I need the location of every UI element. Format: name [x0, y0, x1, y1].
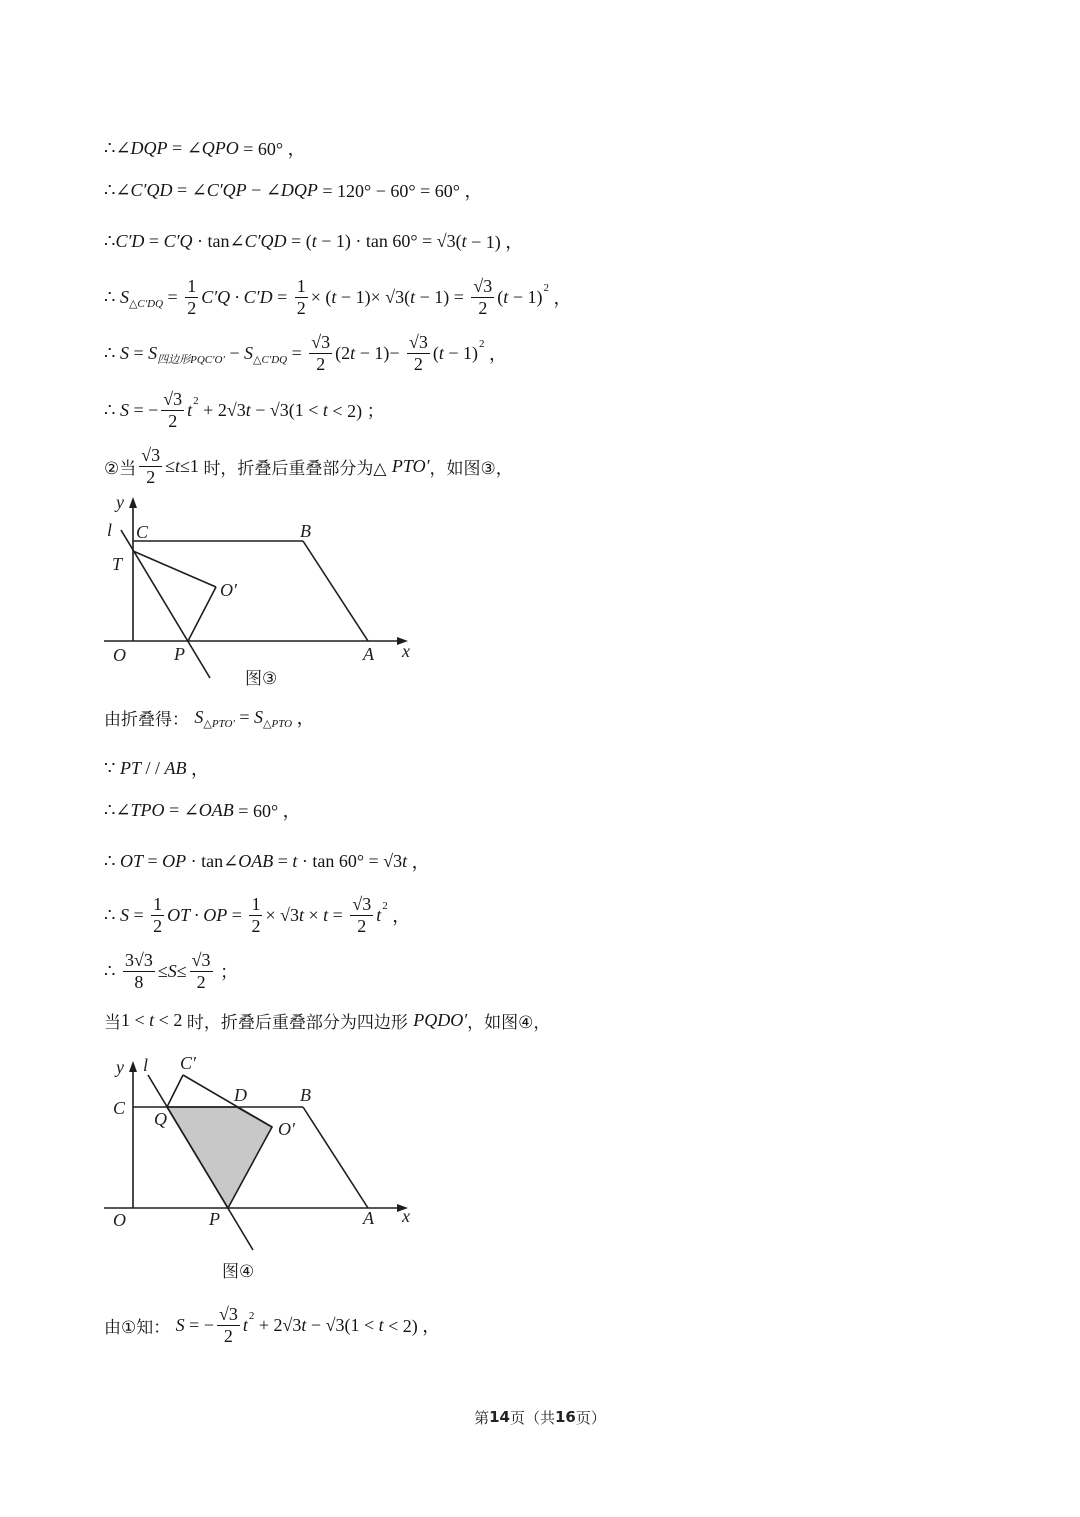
- variable: t: [402, 850, 408, 871]
- math-text: ∴∠: [104, 799, 131, 820]
- math-text: = (: [286, 230, 312, 251]
- numerator: 1: [251, 893, 261, 914]
- variable: t: [149, 1009, 155, 1030]
- solution-line-15: [104, 1295, 440, 1355]
- math-text: = ∠: [172, 179, 207, 200]
- denominator: 2: [296, 297, 306, 318]
- solution-line-12: [104, 885, 410, 945]
- variable: S: [254, 706, 264, 727]
- math-text: + 2√3: [254, 1314, 302, 1335]
- math-text: ∵: [104, 757, 120, 778]
- fraction: [161, 389, 184, 432]
- variable: S: [119, 286, 129, 307]
- variable: QPO: [201, 137, 239, 158]
- solution-line-7: [104, 436, 513, 496]
- numerator: √3: [352, 893, 372, 914]
- superscript: 2: [248, 1310, 255, 1322]
- numerator: √3: [141, 444, 161, 465]
- total-page-number: 16: [555, 1408, 576, 1426]
- solution-line-6: [104, 380, 385, 440]
- variable: OAB: [198, 799, 234, 820]
- label-c: C: [136, 522, 149, 542]
- label-b: B: [300, 1085, 311, 1105]
- math-text: < 2) ，: [383, 1316, 441, 1336]
- math-text: < 2) ；: [327, 401, 385, 421]
- subscript: △C′DQ: [128, 297, 164, 310]
- variable: t: [438, 342, 444, 363]
- math-text: =: [163, 286, 183, 307]
- variable: t: [292, 850, 298, 871]
- variable: DQP: [130, 137, 168, 158]
- math-text: = ∠: [167, 137, 202, 158]
- math-text: − 1)−: [355, 342, 404, 363]
- solution-line-14: [104, 990, 550, 1050]
- math-text: = 120° − 60° = 60° ，: [317, 181, 483, 201]
- variable: PQDO′: [413, 1009, 468, 1030]
- math-text: = 60° ，: [238, 139, 306, 159]
- fraction: [350, 894, 373, 937]
- denominator: 8: [123, 971, 155, 993]
- label-o: O: [113, 1210, 126, 1230]
- solution-line-4: [104, 267, 571, 327]
- variable: S: [148, 342, 158, 363]
- figure-3: [100, 488, 420, 693]
- variable: S: [119, 399, 129, 420]
- variable: OAB: [238, 850, 274, 871]
- denominator: 2: [139, 466, 162, 488]
- math-text: =: [328, 904, 348, 925]
- current-page-number: 14: [489, 1408, 510, 1426]
- variable: t: [376, 904, 382, 925]
- solution-line-11: [104, 831, 430, 891]
- math-text: = −: [128, 399, 159, 420]
- variable: t: [378, 1314, 384, 1335]
- label-o: O: [113, 645, 126, 665]
- fraction: [190, 950, 213, 993]
- segment-ba: [303, 1107, 368, 1208]
- math-text: (2: [335, 342, 351, 363]
- fraction: [185, 276, 198, 319]
- chinese-text: ②当: [104, 458, 137, 479]
- math-text: × √3: [265, 904, 299, 925]
- variable: S: [167, 960, 177, 981]
- math-text: − 1) =: [415, 286, 469, 307]
- math-text: ，: [484, 344, 508, 364]
- math-text: · tan∠: [186, 850, 239, 871]
- math-text: − √3(1 <: [306, 1314, 379, 1335]
- math-text: − 1): [443, 342, 479, 363]
- variable: t: [461, 230, 467, 251]
- math-text: + 2√3: [198, 399, 246, 420]
- math-text: =: [287, 342, 307, 363]
- fraction: [123, 950, 155, 993]
- label-y: y: [116, 1057, 124, 1077]
- math-text: =: [227, 904, 247, 925]
- math-text: − 1): [508, 286, 543, 307]
- variable: t: [322, 399, 328, 420]
- math-text: ，: [292, 708, 315, 728]
- variable: C′Q · C′D: [201, 286, 273, 307]
- variable: t: [301, 1314, 307, 1335]
- label-o-prime: O′: [220, 580, 237, 600]
- math-text: − √3(1 <: [250, 399, 323, 420]
- numerator: √3: [473, 275, 493, 296]
- label-b: B: [300, 521, 311, 541]
- math-text: ≤1: [180, 455, 204, 476]
- numerator: 1: [296, 275, 306, 296]
- variable: OP: [162, 850, 187, 871]
- math-text: ，: [548, 288, 572, 308]
- solution-line-3: [104, 211, 523, 271]
- label-o-prime: O′: [278, 1119, 295, 1139]
- math-text: = −: [184, 1314, 214, 1335]
- superscript: 2: [543, 282, 549, 294]
- denominator: 2: [153, 915, 163, 936]
- variable: t: [503, 286, 509, 307]
- label-p: P: [174, 644, 185, 664]
- fraction: [295, 276, 308, 319]
- variable: PTO′: [391, 455, 430, 476]
- footer-text: 第: [474, 1408, 490, 1427]
- fraction: [407, 332, 430, 375]
- label-d: D: [234, 1085, 247, 1105]
- fraction: [471, 276, 494, 319]
- chinese-text: 当: [104, 1012, 121, 1033]
- numerator: 3√3: [124, 949, 153, 970]
- chinese-text: ，如图③，: [429, 458, 513, 479]
- label-l: l: [143, 1055, 149, 1075]
- math-text: − ∠: [246, 179, 281, 200]
- chinese-text: 时，折叠后重叠部分为四边形: [186, 1012, 414, 1033]
- label-a: A: [363, 1208, 374, 1228]
- variable: t: [298, 904, 304, 925]
- math-text: ∴∠: [104, 179, 131, 200]
- math-text: ×: [304, 904, 324, 925]
- denominator: 2: [251, 915, 261, 936]
- math-text: =: [144, 230, 164, 251]
- math-text: =: [273, 850, 293, 871]
- label-x: x: [402, 641, 410, 661]
- numerator: 1: [187, 275, 197, 296]
- variable: t: [187, 399, 193, 420]
- math-text: ≤: [176, 960, 187, 981]
- math-text: · tan∠: [192, 230, 245, 251]
- label-t: T: [112, 554, 123, 574]
- fraction: [151, 894, 164, 937]
- math-text: −: [224, 342, 245, 363]
- denominator: 2: [161, 410, 184, 432]
- subscript: △PTO′: [203, 717, 235, 730]
- variable: OT · OP: [167, 904, 228, 925]
- label-x: x: [402, 1206, 410, 1226]
- segment-to-prime: [133, 551, 216, 587]
- math-text: ，: [407, 852, 430, 872]
- variable: C′QP: [206, 179, 247, 200]
- label-p: P: [209, 1209, 220, 1229]
- variable: S: [194, 706, 204, 727]
- math-text: ∴: [104, 960, 120, 981]
- math-text: 1 <: [121, 1009, 150, 1030]
- label-y: y: [116, 492, 124, 512]
- math-text: =: [272, 286, 292, 307]
- variable: t: [350, 342, 356, 363]
- variable: t: [323, 904, 329, 925]
- footer-text: 页（共: [509, 1408, 555, 1427]
- variable: t: [311, 230, 317, 251]
- variable: S: [175, 1314, 185, 1335]
- variable: t: [331, 286, 337, 307]
- math-text: =: [128, 342, 149, 363]
- denominator: 2: [350, 915, 373, 937]
- math-text: = 60° ，: [233, 801, 301, 821]
- label-c: C: [113, 1098, 126, 1118]
- math-text: · tan 60° = √3: [297, 850, 403, 871]
- math-text: < 2: [154, 1009, 187, 1030]
- math-text: − 1)× √3(: [336, 286, 411, 307]
- variable: AB: [164, 757, 187, 778]
- variable: PT: [119, 757, 141, 778]
- math-text: =: [234, 706, 255, 727]
- page-footer: [0, 1405, 1080, 1429]
- fraction: [309, 332, 332, 375]
- segment-c-prime-q: [167, 1075, 183, 1107]
- math-text: ≤: [157, 960, 168, 981]
- variable: t: [245, 399, 251, 420]
- label-l: l: [107, 520, 113, 540]
- y-axis-arrow: [129, 497, 137, 508]
- math-text: ；: [215, 962, 239, 982]
- numerator: 1: [153, 893, 163, 914]
- math-text: ∴∠: [104, 137, 131, 158]
- fraction: [249, 894, 262, 937]
- figure-caption: 图③: [245, 669, 278, 689]
- chinese-text: 时，折叠后重叠部分为△: [203, 458, 392, 479]
- variable: S: [119, 342, 129, 363]
- label-c-prime: C′: [180, 1053, 196, 1073]
- math-text: − 1) ，: [466, 232, 524, 252]
- denominator: 2: [217, 1325, 240, 1347]
- subscript: △C′DQ: [253, 353, 288, 366]
- numerator: √3: [408, 331, 428, 352]
- superscript: 2: [193, 395, 199, 407]
- denominator: 2: [471, 297, 494, 319]
- superscript: 2: [382, 900, 388, 912]
- chinese-text: 由①知：: [104, 1317, 176, 1338]
- math-text: ∴: [104, 230, 116, 251]
- numerator: √3: [218, 1303, 238, 1324]
- math-text: / /: [140, 757, 165, 778]
- y-axis-arrow: [129, 1061, 137, 1072]
- math-text: ∴: [104, 399, 120, 420]
- math-text: ∴: [104, 342, 120, 363]
- variable: S: [244, 342, 254, 363]
- variable: TPO: [130, 799, 165, 820]
- label-a: A: [363, 644, 374, 664]
- math-text: =: [142, 850, 163, 871]
- math-text: =: [128, 904, 149, 925]
- figure-4: [100, 1052, 420, 1287]
- denominator: 2: [407, 353, 430, 375]
- variable: t: [410, 286, 416, 307]
- math-text: ，: [186, 759, 209, 779]
- footer-text: 页）: [575, 1408, 606, 1427]
- denominator: 2: [187, 297, 197, 318]
- subscript: △PTO: [263, 717, 293, 730]
- subscript: 四边形PQC′O′: [157, 354, 225, 366]
- math-text: ≤: [165, 455, 176, 476]
- segment-ba: [303, 541, 368, 641]
- math-text: ∴: [104, 904, 120, 925]
- variable: t: [242, 1314, 248, 1335]
- variable: t: [175, 455, 181, 476]
- math-text: ∴: [104, 286, 120, 307]
- denominator: 2: [190, 971, 213, 993]
- variable: OT: [119, 850, 143, 871]
- numerator: √3: [163, 388, 183, 409]
- figure-caption: 图④: [222, 1262, 255, 1282]
- math-text: (: [497, 286, 504, 307]
- superscript: 2: [479, 338, 485, 350]
- math-text: × (: [310, 286, 332, 307]
- math-text: (: [432, 342, 439, 363]
- denominator: 2: [309, 353, 332, 375]
- variable: C′Q: [163, 230, 193, 251]
- segment-o-prime-p: [188, 587, 216, 641]
- variable: S: [119, 904, 129, 925]
- math-text: = ∠: [164, 799, 199, 820]
- math-text: − 1) · tan 60° = √3(: [316, 230, 462, 251]
- numerator: √3: [311, 331, 331, 352]
- math-text: ，: [387, 906, 411, 926]
- solution-line-5: [104, 323, 507, 383]
- label-q: Q: [154, 1109, 167, 1129]
- variable: C′QD: [130, 179, 173, 200]
- math-text: ∴: [104, 850, 120, 871]
- variable: C′D: [115, 230, 145, 251]
- variable: C′QD: [244, 230, 287, 251]
- fraction: [139, 445, 162, 488]
- fraction: [217, 1304, 240, 1347]
- chinese-text: ，如图④，: [467, 1012, 551, 1033]
- chinese-text: 由折叠得：: [104, 709, 195, 730]
- variable: DQP: [280, 179, 318, 200]
- numerator: √3: [191, 949, 211, 970]
